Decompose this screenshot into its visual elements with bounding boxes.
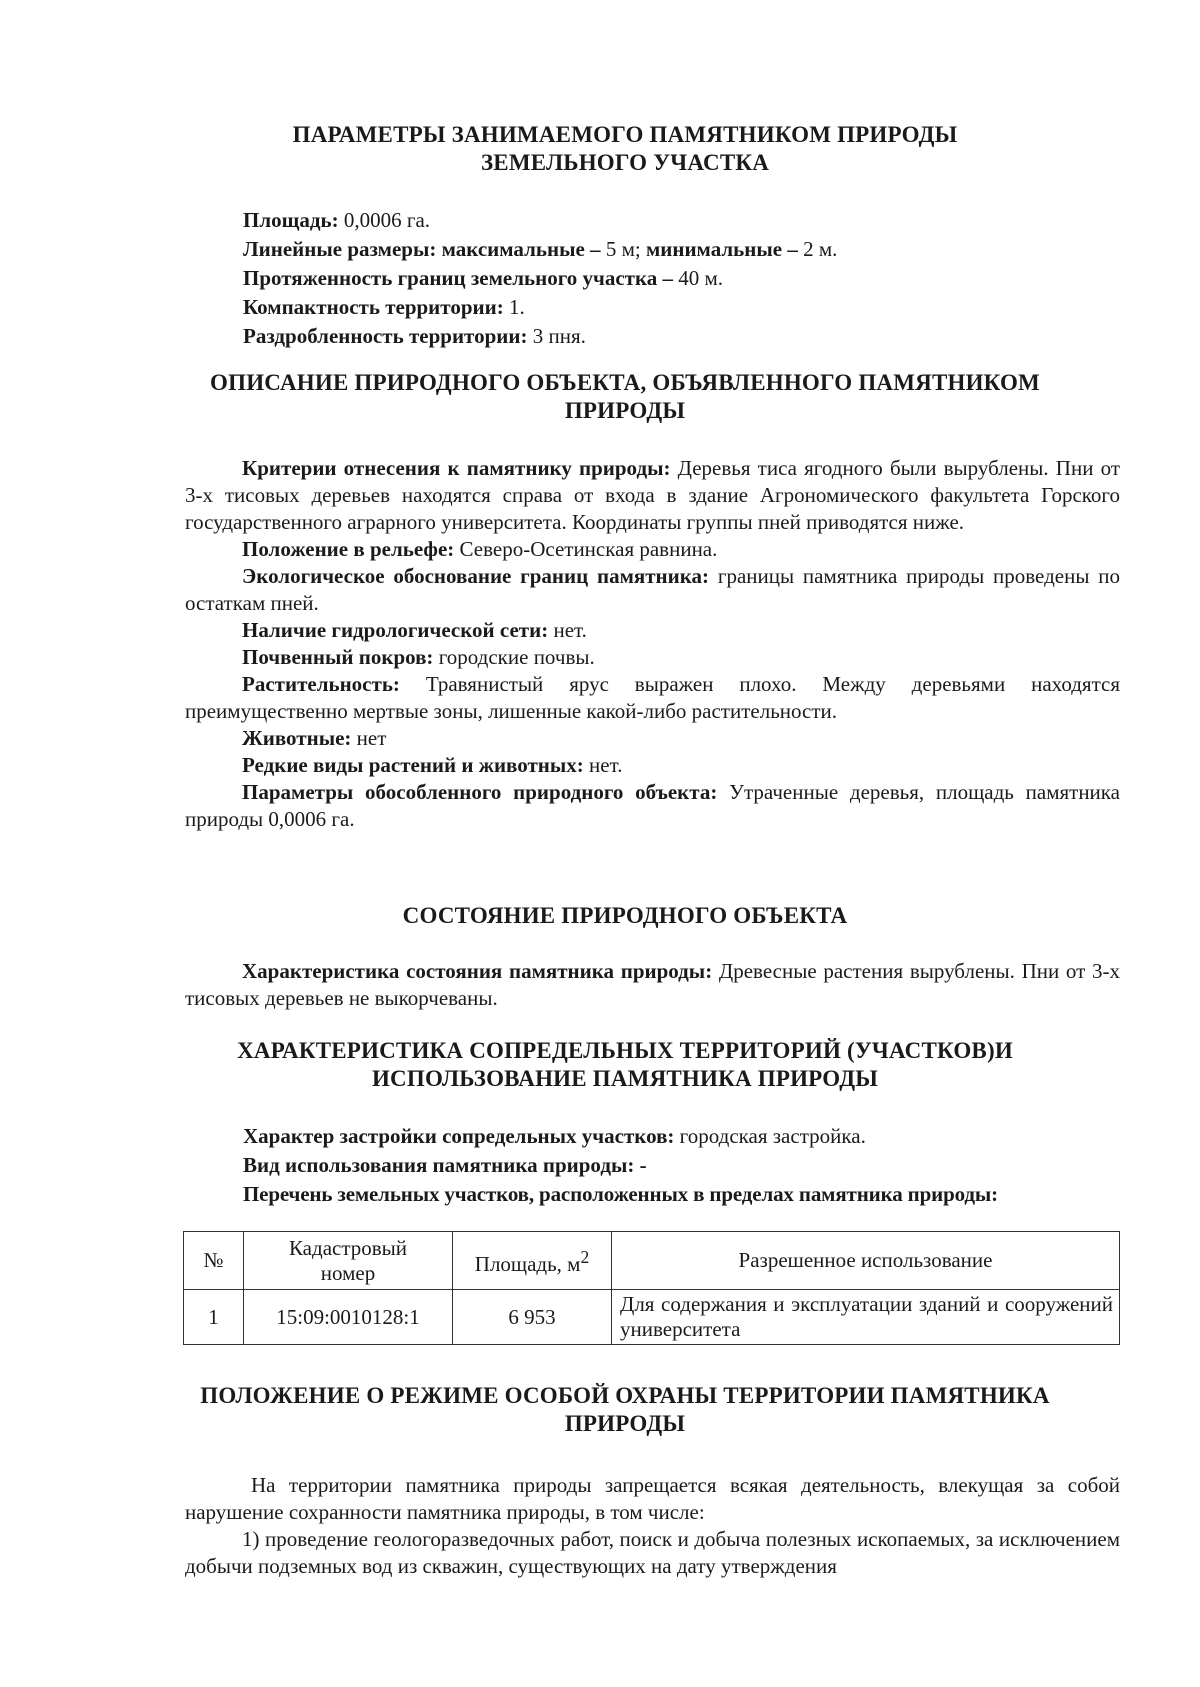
para-label: Животные: [242, 726, 352, 750]
ecological-justification-paragraph [185, 563, 1120, 617]
cell-area: 6 953 [453, 1290, 612, 1345]
para-label: Экологическое обоснование границ памятника: [242, 564, 710, 588]
param-value: 3 пня. [527, 324, 586, 348]
para-text: Травянистый ярус выражен плохо. Между деревьями находятся преимущественно мертвые зоны, лишенные какой-либо растительности. [185, 672, 1120, 723]
title-line: ОПИСАНИЕ ПРИРОДНОГО ОБЪЕКТА, ОБЪЯВЛЕННОГО ПАМЯТНИКОМ [210, 370, 1040, 395]
param-label: Раздробленность территории: [243, 324, 528, 348]
hydrology-paragraph [185, 617, 1120, 644]
adjacent-development [243, 1122, 866, 1151]
para-label: Критерии отнесения к памятнику природы: [242, 456, 671, 480]
param-value: 2 м. [797, 237, 838, 261]
prohibition-item-1: 1) проведение геологоразведочных работ, поиск и добыча полезных ископаемых, за исключением добычи подземных вод из скважин, существующих на дату утверждения [185, 1527, 1120, 1578]
para-label: Наличие гидрологической сети: [242, 618, 549, 642]
relief-paragraph [185, 536, 1120, 563]
param-value: 1. [503, 295, 525, 319]
parcels-list-heading [243, 1180, 998, 1209]
state-block [185, 958, 1120, 1012]
title-line: ПРИРОДЫ [564, 1411, 686, 1436]
param-value: 40 м. [673, 266, 724, 290]
header-area [453, 1232, 612, 1290]
title-line: ХАРАКТЕРИСТИКА СОПРЕДЕЛЬНЫХ ТЕРРИТОРИЙ (УЧАСТКОВ)И [237, 1038, 1013, 1063]
cell-use-line: сооружений университета [620, 1292, 1114, 1341]
section-title-land-parameters [150, 121, 1100, 177]
header-area-sup: 2 [580, 1246, 590, 1267]
param-label: Вид использования памятника природы: - [243, 1153, 647, 1177]
title-line: ПРИРОДЫ [564, 398, 686, 423]
cell-use-line: Для содержания и эксплуатации зданий и [620, 1292, 999, 1316]
para-text: Деревья тиса ягодного были вырублены. Пни от 3-х тисовых деревьев находятся справа от входа в здание Агрономического факультета Горского государственного аграрного университета. Координаты группы пней приводятся ниже. [185, 456, 1120, 534]
param-label: Протяженность границ земельного участка – [243, 266, 674, 290]
param-area [243, 206, 430, 235]
header-area-label: Площадь, м [474, 1251, 581, 1276]
title-line: ПОЛОЖЕНИЕ О РЕЖИМЕ ОСОБОЙ ОХРАНЫ ТЕРРИТОРИИ ПАМЯТНИКА [200, 1383, 1050, 1408]
para-label: Характеристика состояния памятника природы: [242, 959, 713, 983]
header-cadastral-line: Кадастровый [288, 1235, 408, 1260]
section-title-protection-regime [150, 1382, 1100, 1438]
cell-cadastral-number: 15:09:0010128:1 [244, 1290, 453, 1345]
para-label: Редкие виды растений и животных: [242, 753, 584, 777]
section-title-adjacent-territories [150, 1037, 1100, 1093]
criteria-paragraph [185, 455, 1120, 536]
vegetation-paragraph [185, 671, 1120, 725]
param-label: Компактность территории: [243, 295, 504, 319]
param-label: Перечень земельных участков, расположенных в пределах памятника природы: [243, 1182, 998, 1206]
param-value: 0,0006 га. [338, 208, 431, 232]
para-text: границы памятника природы проведены по остаткам пней. [185, 564, 1120, 615]
param-label: Линейные размеры: максимальные – [243, 237, 601, 261]
protection-block [185, 1472, 1120, 1580]
param-linear-dimensions [243, 235, 837, 264]
param-compactness [243, 293, 525, 322]
usage-type [243, 1151, 647, 1180]
animals-paragraph [185, 725, 1120, 752]
prohibition-intro-paragraph: На территории памятника природы запрещается всякая деятельность, влекущая за собой нарушение сохранности памятника природы, в том числе: [185, 1473, 1120, 1524]
header-cadastral-line: номер [320, 1260, 376, 1285]
title-line: ПАРАМЕТРЫ ЗАНИМАЕМОГО ПАМЯТНИКОМ ПРИРОДЫ [292, 122, 958, 147]
table-row [184, 1290, 1120, 1345]
param-label: Площадь: [243, 208, 339, 232]
param-label: Характер застройки сопредельных участков: [243, 1124, 675, 1148]
header-cadastral-number [244, 1232, 453, 1290]
section-title-object-state [150, 902, 1100, 930]
title-line: ИСПОЛЬЗОВАНИЕ ПАМЯТНИКА ПРИРОДЫ [371, 1066, 879, 1091]
land-parcels-table [183, 1231, 1120, 1345]
para-text: городские почвы. [433, 645, 595, 669]
header-permitted-use: Разрешенное использование [612, 1232, 1120, 1290]
para-label: Почвенный покров: [242, 645, 434, 669]
para-text: Северо-Осетинская равнина. [454, 537, 718, 561]
title-line: СОСТОЯНИЕ ПРИРОДНОГО ОБЪЕКТА [402, 903, 848, 928]
title-line: ЗЕМЕЛЬНОГО УЧАСТКА [480, 150, 770, 175]
header-number: № [184, 1232, 244, 1290]
para-label: Растительность: [242, 672, 400, 696]
para-text: нет. [548, 618, 587, 642]
para-label: Параметры обособленного природного объекта: [242, 780, 718, 804]
para-text: нет. [583, 753, 623, 777]
param-fragmentation [243, 322, 586, 351]
para-label: Положение в рельефе: [242, 537, 455, 561]
param-boundary-length [243, 264, 723, 293]
soil-paragraph [185, 644, 1120, 671]
object-parameters-paragraph [185, 779, 1120, 833]
para-text: Утраченные деревья, площадь памятника природы 0,0006 га. [185, 780, 1121, 831]
rare-species-paragraph [185, 752, 1120, 779]
param-value: 5 м; [600, 237, 646, 261]
cell-permitted-use [612, 1290, 1120, 1345]
param-label: минимальные – [645, 237, 798, 261]
description-block [185, 455, 1120, 833]
state-paragraph [185, 958, 1120, 1012]
section-title-object-description [150, 369, 1100, 425]
table-header-row [184, 1232, 1120, 1290]
cell-number: 1 [184, 1290, 244, 1345]
para-text: Древесные растения вырублены. Пни от 3-х тисовых деревьев не выкорчеваны. [185, 959, 1120, 1010]
param-value: городская застройка. [674, 1124, 866, 1148]
para-text: нет [351, 726, 387, 750]
